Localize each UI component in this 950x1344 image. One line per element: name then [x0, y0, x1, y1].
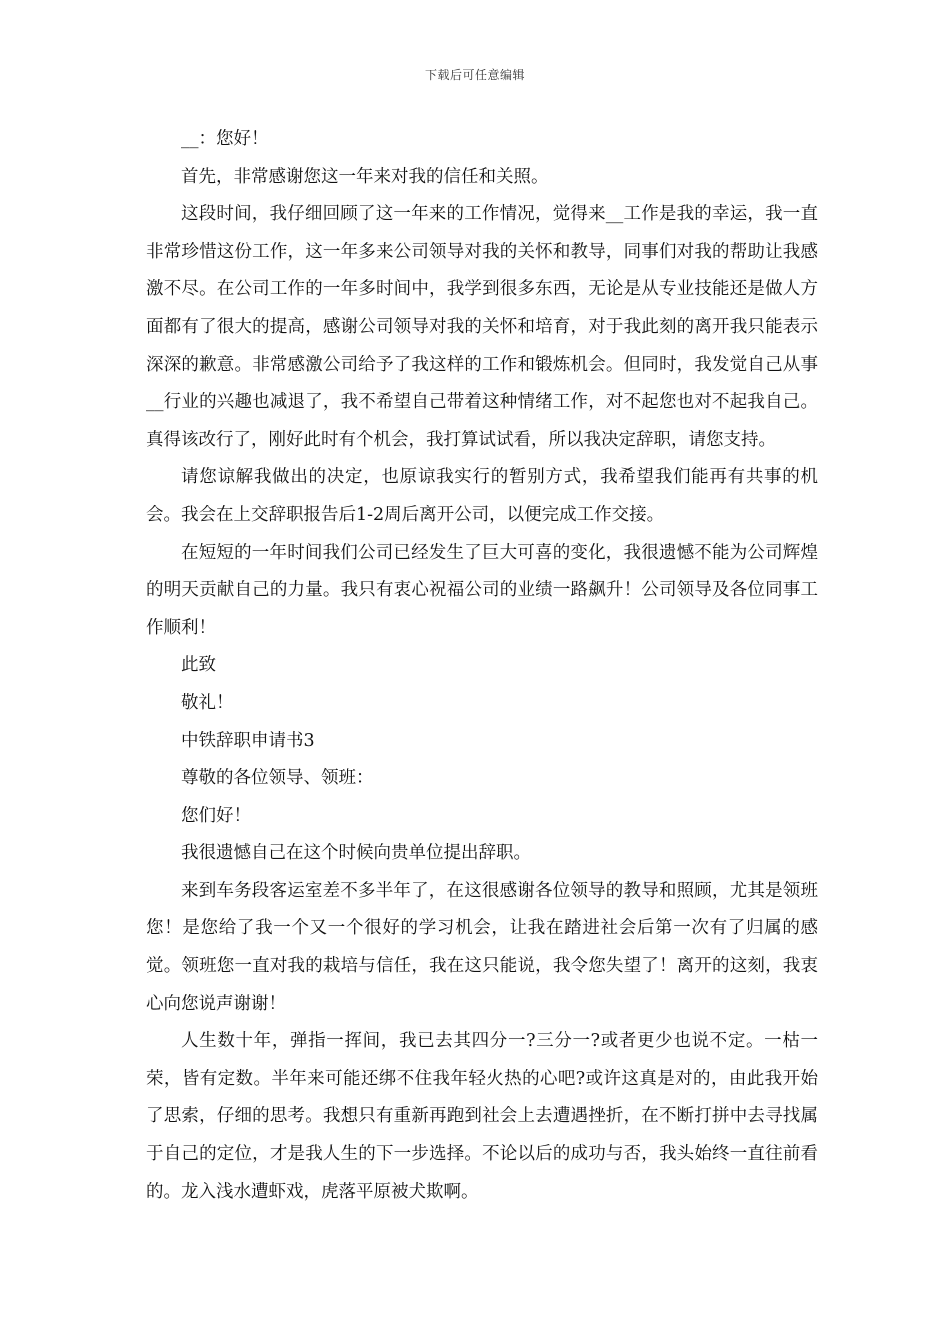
salutation: __：您好！	[181, 129, 269, 149]
salutation: 尊敬的各位领导、领班：	[181, 768, 374, 789]
paragraph: 来到车务段客运室差不多半年了，在这很感谢各位领导的教导和照顾，尤其是领班您！是您给了我一个又一个很好的学习机会，让我在踏进社会后第一次有了归属的感觉。领班您一直对我的栽培与信任，我在这只能说，我令您失望了！离开的这刻，我衷心向您说声谢谢！	[146, 880, 818, 1014]
section-title: 中铁辞职申请书3	[181, 730, 315, 751]
page-header: 下载后可任意编辑	[424, 68, 525, 82]
paragraph: 这段时间，我仔细回顾了这一年来的工作情况，觉得来__工作是我的幸运，我一直非常珍惜这份工作，这一年多来公司领导对我的关怀和教导，同事们对我的帮助让我感激不尽。在公司工作的一年多时间中，我学到很多东西，无论是从专业技能还是做人方面都有了很大的提高，感谢公司领导对我的关怀和培育，对于我此刻的离开我只能表示深深的歉意。非常感激公司给予了我这样的工作和锻炼机会。但同时，我发觉自己从事__行业的兴趣也减退了，我不希望自己带着这种情绪工作，对不起您也对不起我自己。真得该改行了，刚好此时有个机会，我打算试试看，所以我决定辞职，请您支持。	[146, 204, 818, 450]
document-body	[146, 121, 818, 1211]
paragraph: 人生数十年，弹指一挥间，我已去其四分一?三分一?或者更少也说不定。一枯一荣，皆有定数。半年来可能还绑不住我年轻火热的心吧?或许这真是对的，由此我开始了思索，仔细的思考。我想只有重新再跑到社会上去遭遇挫折，在不断打拼中去寻找属于自己的定位，才是我人生的下一步选择。不论以后的成功与否，我头始终一直往前看的。龙入浅水遭虾戏，虎落平原被犬欺啊。	[146, 1031, 818, 1202]
greeting: 您们好！	[181, 805, 251, 826]
closing-regards: 敬礼！	[181, 692, 234, 713]
paragraph: 在短短的一年时间我们公司已经发生了巨大可喜的变化，我很遗憾不能为公司辉煌的明天贡献自己的力量。我只有衷心祝福公司的业绩一路飙升！公司领导及各位同事工作顺利！	[146, 542, 818, 638]
paragraph: 我很遗憾自己在这个时候向贵单位提出辞职。	[181, 843, 531, 864]
closing-line: 此致	[181, 655, 216, 676]
paragraph: 首先，非常感谢您这一年来对我的信任和关照。	[181, 166, 549, 187]
paragraph: 请您谅解我做出的决定，也原谅我实行的暂别方式，我希望我们能再有共事的机会。我会在上交辞职报告后1-2周后离开公司，以便完成工作交接。	[146, 467, 818, 525]
